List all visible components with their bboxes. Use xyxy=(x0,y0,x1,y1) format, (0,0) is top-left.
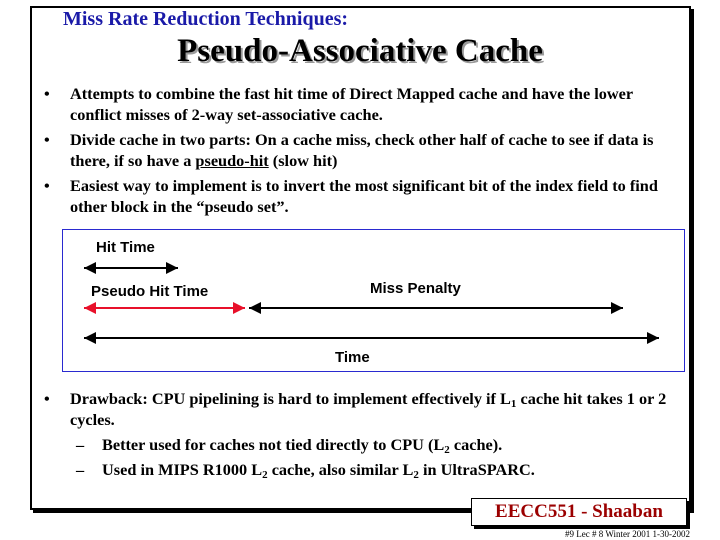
bullet-dot-icon: • xyxy=(44,389,50,408)
slide-subtitle: Miss Rate Reduction Techniques: xyxy=(63,8,349,30)
drawback-section xyxy=(44,388,689,480)
bullet-item xyxy=(44,129,684,171)
miss-penalty-label: Miss Penalty xyxy=(370,280,461,297)
timing-diagram xyxy=(62,229,685,372)
bullet-item xyxy=(44,388,689,430)
bullet-text: Drawback: CPU pipelining is hard to implement effectively if $L_1$ cache hit takes 1 or 2 cycles. xyxy=(70,389,667,429)
bullet-text: Divide cache in two parts: On a cache miss, check other half of cache to see if data is there, if so have a pseudo-hit (slow hit) xyxy=(70,130,654,170)
timing-arrows xyxy=(63,230,684,371)
bullet-text: Attempts to combine the fast hit time of Direct Mapped cache and have the lower conflict misses of 2-way set-associative cache. xyxy=(70,84,633,124)
slide-title: Pseudo-Associative Cache xyxy=(177,33,543,69)
bullet-item xyxy=(44,83,684,125)
sub-bullet-text: Better used for caches not tied directly to CPU ($L_2$ cache). xyxy=(102,435,503,456)
dash-icon: – xyxy=(76,435,85,454)
sub-bullet-item xyxy=(76,459,689,480)
sub-bullet-text: Used in MIPS R1000 $L_2$ cache, also similar $L_2$ in UltraSPARC. xyxy=(102,460,535,481)
pseudo-hit-term: pseudo-hit xyxy=(195,151,269,170)
bullet-list xyxy=(44,83,684,221)
hit-time-label: Hit Time xyxy=(96,239,155,256)
course-badge: EECC551 - Shaaban xyxy=(471,498,687,526)
time-axis-label: Time xyxy=(335,349,370,366)
bullet-dot-icon: • xyxy=(44,84,50,103)
sub-bullet-item xyxy=(76,434,689,455)
slide-footer: #9 Lec # 8 Winter 2001 1-30-2002 xyxy=(565,529,690,539)
bullet-text: Easiest way to implement is to invert the most significant bit of the index field to find other block in the “pseudo set”. xyxy=(70,176,658,216)
bullet-item xyxy=(44,175,684,217)
dash-icon: – xyxy=(76,460,85,479)
pseudo-hit-time-label: Pseudo Hit Time xyxy=(91,283,209,300)
bullet-dot-icon: • xyxy=(44,176,50,195)
bullet-dot-icon: • xyxy=(44,130,50,149)
